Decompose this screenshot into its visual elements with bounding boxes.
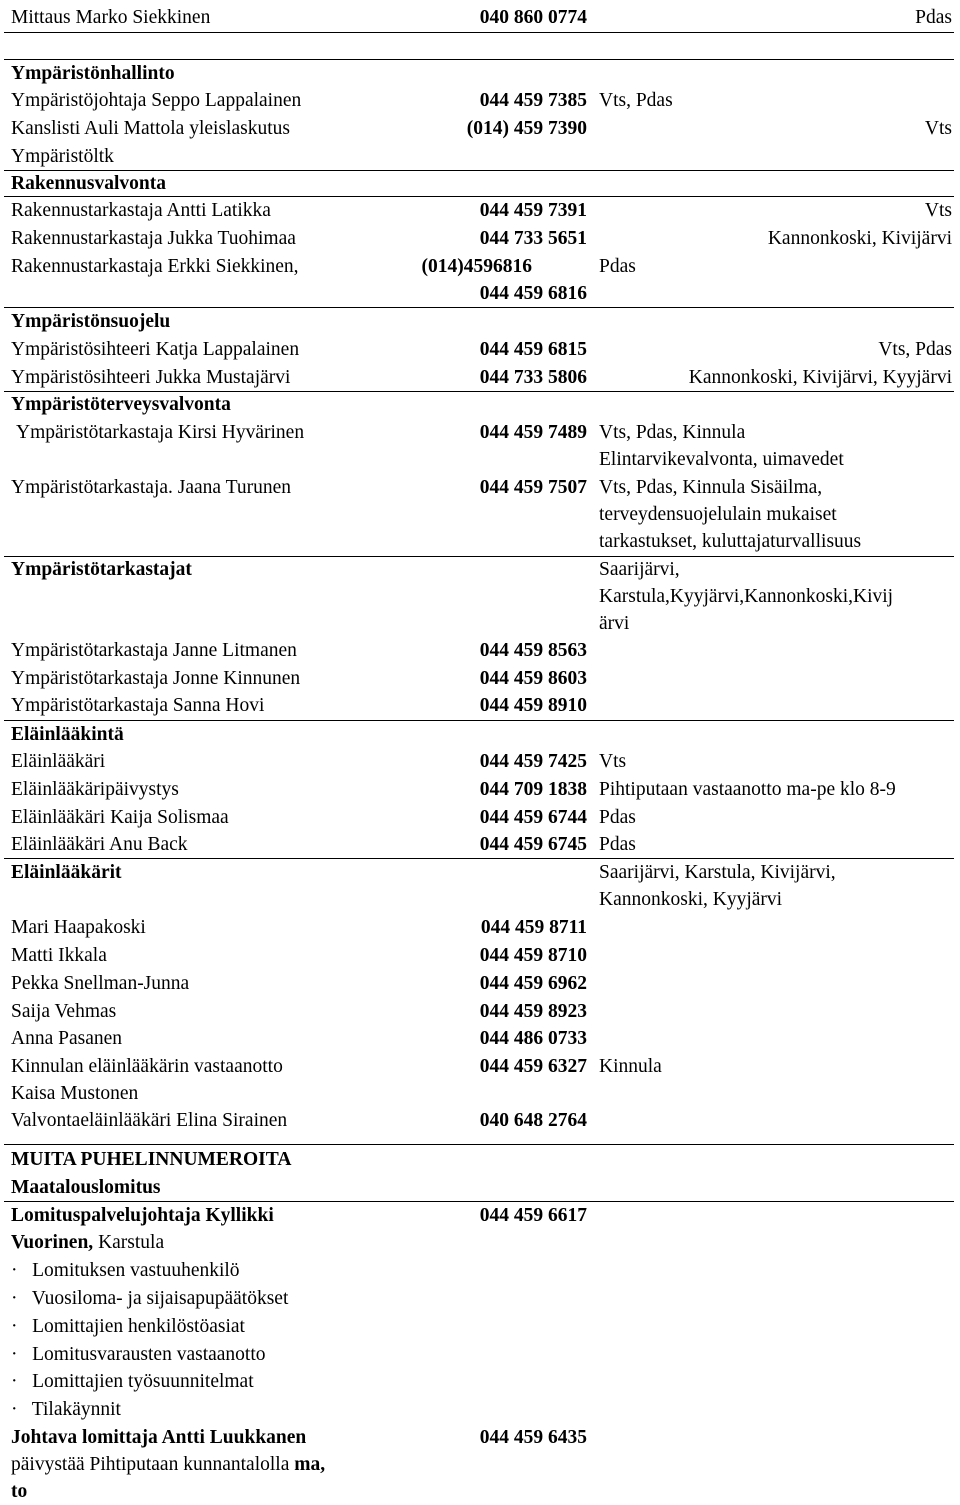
phone-number: 044 459 6327 xyxy=(479,1056,587,1077)
contact-row xyxy=(0,1451,960,1478)
list-item xyxy=(0,1368,960,1395)
contact-name: Ympäristöjohtaja Seppo Lappalainen xyxy=(11,90,302,111)
contact-row xyxy=(0,776,960,803)
phone-number: 044 486 0733 xyxy=(479,1028,587,1049)
area-note: Vts, Pdas xyxy=(878,339,952,360)
list-item xyxy=(0,1396,960,1423)
contact-row xyxy=(0,665,960,692)
phone-number: 044 459 6815 xyxy=(479,339,587,360)
contact-row xyxy=(0,886,960,913)
contact-row xyxy=(0,253,960,280)
phone-number: 040 860 0774 xyxy=(479,7,587,28)
list-item-text: · Vuosiloma- ja sijaisapupäätökset xyxy=(11,1288,289,1309)
contact-location: Karstula xyxy=(93,1232,165,1253)
section-heading-row xyxy=(0,859,960,886)
list-item xyxy=(0,1313,960,1340)
phone-number: (014) 459 7390 xyxy=(466,118,587,139)
section-heading-row xyxy=(0,1146,960,1173)
list-item-text: · Tilakäynnit xyxy=(11,1399,121,1420)
area-note: Saarijärvi, Karstula, Kivijärvi, xyxy=(599,862,836,883)
phone-number: 044 459 6617 xyxy=(479,1205,587,1226)
area-note: Pdas xyxy=(599,834,636,855)
contact-row xyxy=(0,637,960,664)
contact-row xyxy=(0,1202,960,1229)
list-item xyxy=(0,1257,960,1284)
contact-name: Ympäristötarkastaja. Jaana Turunen xyxy=(11,477,291,498)
phone-number: 044 733 5806 xyxy=(479,367,587,388)
phone-number: 044 459 8711 xyxy=(480,917,587,938)
area-note: tarkastukset, kuluttajaturvallisuus xyxy=(599,531,862,552)
contact-name xyxy=(11,1229,164,1256)
contact-row xyxy=(0,419,960,446)
list-item xyxy=(0,1285,960,1312)
contact-name: Rakennustarkastaja Jukka Tuohimaa xyxy=(11,228,296,249)
section-heading: Ympäristönsuojelu xyxy=(11,311,171,332)
list-item xyxy=(0,1341,960,1368)
duty-days: ma, xyxy=(294,1454,326,1475)
contact-row xyxy=(0,446,960,473)
contact-name: Ympäristötarkastaja Janne Litmanen xyxy=(11,640,297,661)
contact-row xyxy=(0,610,960,637)
contact-surname: Vuorinen, xyxy=(11,1232,94,1253)
rule-muita-puhelinnumeroita xyxy=(4,1144,954,1145)
area-note: Pihtiputaan vastaanotto ma-pe klo 8-9 xyxy=(599,779,896,800)
contact-name: Ympäristösihteeri Jukka Mustajärvi xyxy=(11,367,291,388)
section-heading: MUITA PUHELINNUMEROITA xyxy=(11,1149,292,1170)
contact-name: Ympäristöltk xyxy=(11,146,114,167)
phone-number: 044 459 7489 xyxy=(479,422,587,443)
section-heading: Maatalouslomitus xyxy=(11,1177,161,1198)
phone-number: 044 459 8910 xyxy=(479,695,587,716)
top-rule xyxy=(4,32,954,33)
area-note: Vts xyxy=(924,200,952,221)
contact-name: Rakennustarkastaja Erkki Siekkinen, xyxy=(11,256,299,277)
contact-row xyxy=(0,197,960,224)
contact-name: Kinnulan eläinlääkärin vastaanotto xyxy=(11,1056,283,1077)
contact-row xyxy=(0,4,960,31)
contact-row xyxy=(0,583,960,610)
area-note: Vts xyxy=(599,751,627,772)
area-note: ärvi xyxy=(599,613,630,634)
contact-row xyxy=(0,280,960,307)
section-heading-row xyxy=(0,1174,960,1201)
section-heading: Rakennusvalvonta xyxy=(11,173,166,194)
phone-number: 044 459 8563 xyxy=(479,640,587,661)
duty-days-continued: to xyxy=(11,1481,28,1502)
area-note: Elintarvikevalvonta, uimavedet xyxy=(599,449,844,470)
phone-number: 044 733 5651 xyxy=(479,228,587,249)
contact-name: Kanslisti Auli Mattola yleislaskutus xyxy=(11,118,290,139)
contact-name: Valvontaeläinlääkäri Elina Sirainen xyxy=(11,1110,288,1131)
contact-row xyxy=(0,501,960,528)
contact-name: Ympäristösihteeri Katja Lappalainen xyxy=(11,339,300,360)
list-item-text: · Lomituksen vastuuhenkilö xyxy=(11,1260,240,1281)
contact-name: Matti Ikkala xyxy=(11,945,107,966)
contact-name: Rakennustarkastaja Antti Latikka xyxy=(11,200,271,221)
section-heading: Eläinlääkärit xyxy=(11,862,122,883)
area-note: Kannonkoski, Kyyjärvi xyxy=(599,889,783,910)
phone-number: 044 459 7507 xyxy=(479,477,587,498)
contact-row xyxy=(0,225,960,252)
contact-row xyxy=(0,998,960,1025)
phone-number: 044 459 6962 xyxy=(479,973,587,994)
contact-name: Eläinlääkäri xyxy=(11,751,106,772)
phone-number: 044 459 6435 xyxy=(479,1427,587,1448)
section-heading: Ympäristönhallinto xyxy=(11,63,175,84)
section-heading: Eläinlääkintä xyxy=(11,724,124,745)
area-note: Vts, Pdas xyxy=(599,90,673,111)
area-note: terveydensuojelulain mukaiset xyxy=(599,504,837,525)
area-note: Kannonkoski, Kivijärvi xyxy=(767,228,952,249)
phone-number: (014)4596816 xyxy=(421,256,532,277)
duty-text: päivystää Pihtiputaan kunnantalolla xyxy=(11,1454,295,1475)
section-heading: Ympäristöterveysvalvonta xyxy=(11,394,231,415)
area-note: Kinnula xyxy=(599,1056,662,1077)
section-heading-row xyxy=(0,556,960,583)
section-heading-row xyxy=(0,721,960,748)
contact-name: Mari Haapakoski xyxy=(11,917,146,938)
contact-row xyxy=(0,748,960,775)
area-note: Pdas xyxy=(915,7,952,28)
phone-number: 040 648 2764 xyxy=(479,1110,587,1131)
section-heading-row xyxy=(0,308,960,335)
phone-number: 044 459 7391 xyxy=(479,200,587,221)
contact-name: Eläinlääkäri Kaija Solismaa xyxy=(11,807,229,828)
area-note: Kannonkoski, Kivijärvi, Kyyjärvi xyxy=(688,367,952,388)
contact-row xyxy=(0,942,960,969)
area-note: Karstula,Kyyjärvi,Kannonkoski,Kivij xyxy=(599,586,894,607)
phone-number: 044 459 7425 xyxy=(479,751,587,772)
contact-row xyxy=(0,1478,960,1505)
contact-name: Mittaus Marko Siekkinen xyxy=(11,7,211,28)
contact-name: Ympäristötarkastaja Kirsi Hyvärinen xyxy=(16,422,305,443)
contact-row xyxy=(0,143,960,170)
area-note: Pdas xyxy=(599,807,636,828)
contact-row xyxy=(0,364,960,391)
contact-row xyxy=(0,970,960,997)
phone-number: 044 459 8710 xyxy=(479,945,587,966)
phone-number: 044 709 1838 xyxy=(479,779,587,800)
contact-name: Saija Vehmas xyxy=(11,1001,117,1022)
contact-name: Pekka Snellman-Junna xyxy=(11,973,190,994)
list-item-text: · Lomittajien työsuunnitelmat xyxy=(11,1371,254,1392)
contact-row xyxy=(0,1424,960,1451)
duty-note xyxy=(11,1451,325,1478)
area-note: Vts xyxy=(924,118,952,139)
phone-number: 044 459 8603 xyxy=(479,668,587,689)
contact-name: Kaisa Mustonen xyxy=(11,1083,139,1104)
phone-number: 044 459 6744 xyxy=(479,807,587,828)
contact-row xyxy=(0,87,960,114)
contact-row xyxy=(0,831,960,858)
contact-name: Ympäristötarkastaja Jonne Kinnunen xyxy=(11,668,301,689)
contact-row xyxy=(0,474,960,501)
contact-name: Lomituspalvelujohtaja Kyllikki xyxy=(11,1205,274,1226)
contact-row xyxy=(0,336,960,363)
contact-row xyxy=(0,528,960,555)
section-heading-row xyxy=(0,60,960,87)
contact-row xyxy=(0,1025,960,1052)
contact-row xyxy=(0,692,960,719)
contact-row xyxy=(0,804,960,831)
phone-number: 044 459 6816 xyxy=(479,283,587,304)
contact-row xyxy=(0,115,960,142)
list-item-text: · Lomittajien henkilöstöasiat xyxy=(11,1316,245,1337)
contact-row xyxy=(0,1107,960,1134)
section-heading: Ympäristötarkastajat xyxy=(11,559,192,580)
area-note: Vts, Pdas, Kinnula xyxy=(599,422,746,443)
phone-number: 044 459 7385 xyxy=(479,90,587,111)
contact-row xyxy=(0,1229,960,1256)
contact-row xyxy=(0,1053,960,1080)
contact-name: Eläinlääkäripäivystys xyxy=(11,779,179,800)
section-heading-row xyxy=(0,170,960,197)
section-heading-row xyxy=(0,391,960,418)
contact-name: Eläinlääkäri Anu Back xyxy=(11,834,188,855)
area-note: Pdas xyxy=(599,256,636,277)
contact-name: Johtava lomittaja Antti Luukkanen xyxy=(11,1427,307,1448)
phone-number: 044 459 6745 xyxy=(479,834,587,855)
phone-number: 044 459 8923 xyxy=(479,1001,587,1022)
contact-name: Anna Pasanen xyxy=(11,1028,123,1049)
list-item-text: · Lomitusvarausten vastaanotto xyxy=(11,1344,266,1365)
contact-name: Ympäristötarkastaja Sanna Hovi xyxy=(11,695,265,716)
contact-row xyxy=(0,1080,960,1107)
area-note: Vts, Pdas, Kinnula Sisäilma, xyxy=(599,477,823,498)
contact-row xyxy=(0,914,960,941)
area-note: Saarijärvi, xyxy=(599,559,680,580)
